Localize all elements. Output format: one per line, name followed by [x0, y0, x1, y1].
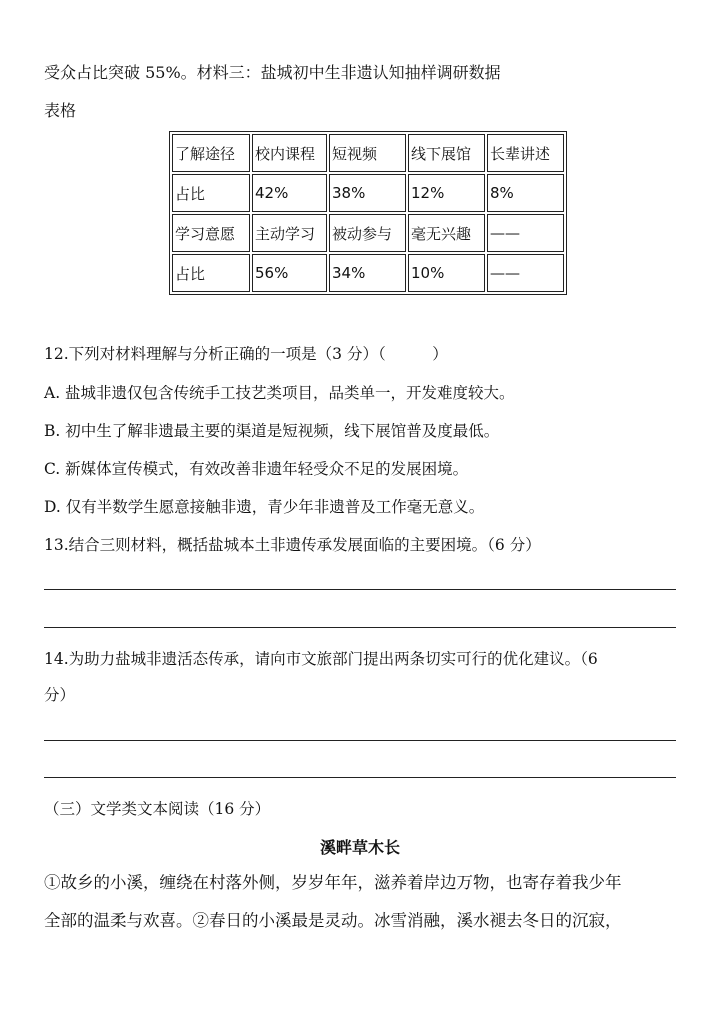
passage-line-2: 全部的温柔与欢喜。②春日的小溪最是灵动。冰雪消融，溪水褪去冬日的沉寂， [44, 911, 622, 930]
section-header: （三）文学类文本阅读（16 分） [44, 800, 271, 818]
table-cell: 12% [408, 174, 485, 212]
table-cell: 56% [252, 254, 327, 292]
table-cell: 占比 [172, 254, 250, 292]
passage-line-1: ①故乡的小溪，缠绕在村落外侧，岁岁年年，滋养着岸边万物，也寄存着我少年 [44, 873, 622, 892]
intro-line-1: 受众占比突破 55%。材料三：盐城初中生非遗认知抽样调研数据 [44, 63, 501, 82]
survey-table [169, 131, 567, 295]
question-14-line-2: 分） [44, 686, 76, 704]
table-cell: 长辈讲述 [487, 134, 564, 172]
table-cell: —— [487, 214, 564, 252]
answer-line[interactable] [44, 740, 676, 741]
answer-line[interactable] [44, 627, 676, 628]
table-cell: 毫无兴趣 [408, 214, 485, 252]
table-cell: —— [487, 254, 564, 292]
table-cell: 8% [487, 174, 564, 212]
table-row [172, 214, 564, 252]
passage-title: 溪畔草木长 [319, 838, 400, 857]
table-cell: 34% [329, 254, 406, 292]
table-cell: 学习意愿 [172, 214, 250, 252]
option-b: B. 初中生了解非遗最主要的渠道是短视频，线下展馆普及度最低。 [44, 422, 500, 440]
table-cell: 校内课程 [252, 134, 327, 172]
answer-line[interactable] [44, 589, 676, 590]
intro-line-2: 表格 [44, 101, 77, 120]
table-row [172, 174, 564, 212]
table-row [172, 134, 564, 172]
table-cell: 占比 [172, 174, 250, 212]
table-cell: 主动学习 [252, 214, 327, 252]
question-12: 12.下列对材料理解与分析正确的一项是（3 分）（ ） [44, 345, 448, 363]
table-cell: 38% [329, 174, 406, 212]
table-cell: 42% [252, 174, 327, 212]
answer-line[interactable] [44, 777, 676, 778]
question-14-line-1: 14.为助力盐城非遗活态传承，请向市文旅部门提出两条切实可行的优化建议。（6 [44, 650, 598, 668]
option-a: A. 盐城非遗仅包含传统手工技艺类项目，品类单一，开发难度较大。 [44, 384, 515, 402]
table-cell: 10% [408, 254, 485, 292]
table-row [172, 254, 564, 292]
option-c: C. 新媒体宣传模式，有效改善非遗年轻受众不足的发展困境。 [44, 460, 469, 478]
table-cell: 短视频 [329, 134, 406, 172]
question-13: 13.结合三则材料，概括盐城本土非遗传承发展面临的主要困境。（6 分） [44, 536, 541, 554]
table-cell: 了解途径 [172, 134, 250, 172]
table-cell: 被动参与 [329, 214, 406, 252]
table-cell: 线下展馆 [408, 134, 485, 172]
option-d: D. 仅有半数学生愿意接触非遗，青少年非遗普及工作毫无意义。 [44, 498, 485, 516]
